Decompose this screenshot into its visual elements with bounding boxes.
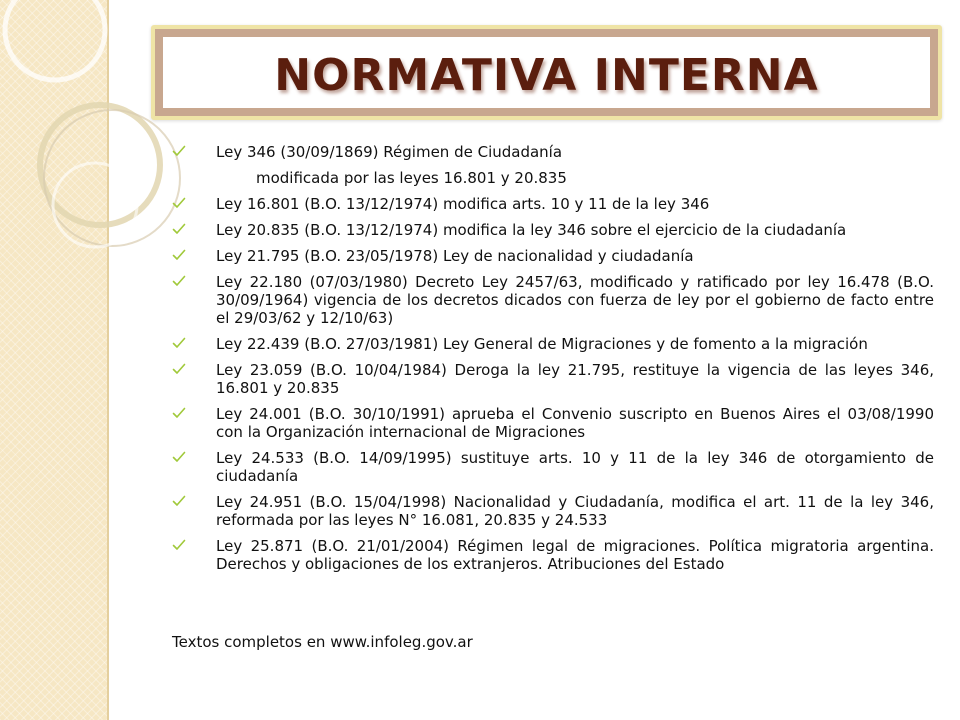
checkmark-icon (172, 494, 186, 508)
checkmark-icon (172, 450, 186, 464)
list-item-text: Ley 25.871 (B.O. 21/01/2004) Régimen legal de migraciones. Política migratoria argentina. Derechos y obligaciones de los extranjeros. Atribuciones del Estado (216, 537, 934, 573)
list-item-text: Ley 21.795 (B.O. 23/05/1978) Ley de nacionalidad y ciudadanía (216, 247, 694, 265)
side-band-edge (107, 0, 109, 720)
decorative-side-band (0, 0, 107, 720)
list-item-text: Ley 20.835 (B.O. 13/12/1974) modifica la ley 346 sobre el ejercicio de la ciudadanía (216, 221, 847, 239)
footer-note: Textos completos en www.infoleg.gov.ar (172, 633, 473, 651)
checkmark-icon (172, 538, 186, 552)
list-item-text: Ley 22.180 (07/03/1980) Decreto Ley 2457/63, modificado y ratificado por ley 16.478 (B.O. 30/09/1964) vigencia de los decretos dicados con fuerza de ley por el gobierno de facto entre el 29/03/62 y 12/10/63) (216, 273, 934, 327)
law-list (172, 143, 934, 581)
list-item (172, 537, 934, 573)
list-item (172, 361, 934, 397)
checkmark-icon (172, 144, 186, 158)
list-item (172, 449, 934, 485)
list-item-text: Ley 24.951 (B.O. 15/04/1998) Nacionalidad y Ciudadanía, modifica el art. 11 de la ley 346, reformada por las leyes N° 16.081, 20.835 y 24.533 (216, 493, 934, 529)
list-item-text: Ley 24.533 (B.O. 14/09/1995) sustituye arts. 10 y 11 de la ley 346 de otorgamiento de ciudadanía (216, 449, 934, 485)
title-frame (151, 25, 942, 120)
checkmark-icon (172, 362, 186, 376)
list-item-text: Ley 24.001 (B.O. 30/10/1991) aprueba el Convenio suscripto en Buenos Aires el 03/08/1990 con la Organización internacional de Migraciones (216, 405, 934, 441)
list-item (172, 273, 934, 327)
list-item-text: Ley 23.059 (B.O. 10/04/1984) Deroga la ley 21.795, restituye la vigencia de las leyes 346, 16.801 y 20.835 (216, 361, 934, 397)
list-item-text: Ley 16.801 (B.O. 13/12/1974) modifica arts. 10 y 11 de la ley 346 (216, 195, 710, 213)
checkmark-icon (172, 274, 186, 288)
list-item (172, 143, 934, 161)
list-item (172, 195, 934, 213)
list-item-text: modificada por las leyes 16.801 y 20.835 (256, 169, 567, 187)
checkmark-icon (172, 196, 186, 210)
checkmark-icon (172, 248, 186, 262)
list-item (172, 221, 934, 239)
list-item (172, 405, 934, 441)
title-frame-inner (163, 37, 930, 108)
checkmark-icon (172, 222, 186, 236)
list-item-text: Ley 346 (30/09/1869) Régimen de Ciudadanía (216, 143, 563, 161)
checkmark-icon (172, 406, 186, 420)
list-item-text: Ley 22.439 (B.O. 27/03/1981) Ley General de Migraciones y de fomento a la migración (216, 335, 868, 353)
list-item-continuation (172, 169, 934, 187)
page-title: NORMATIVA INTERNA (274, 50, 819, 101)
list-item (172, 247, 934, 265)
list-item (172, 335, 934, 353)
list-item (172, 493, 934, 529)
checkmark-icon (172, 336, 186, 350)
